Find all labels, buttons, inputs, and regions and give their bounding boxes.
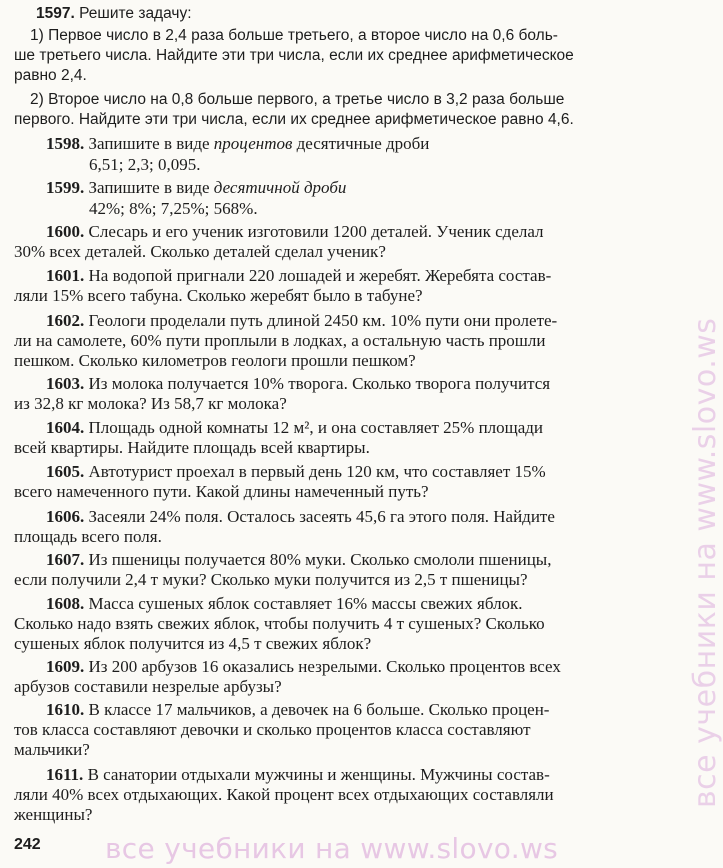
problem-line bbox=[14, 331, 545, 351]
problem-number: 1599. bbox=[46, 178, 85, 197]
problem-emphasis: процентов bbox=[213, 134, 293, 153]
problem-line bbox=[14, 438, 370, 458]
problem-line bbox=[46, 134, 429, 154]
problem-number: 1604. bbox=[46, 418, 85, 437]
problem-line bbox=[46, 594, 523, 614]
problem-text: Масса сушеных яблок составляет 16% массы свежих яблок. bbox=[88, 594, 523, 613]
problem-line bbox=[46, 765, 550, 785]
problem-number: 1609. bbox=[46, 657, 85, 676]
problem-text: Геологи проделали путь длиной 2450 км. 10% пути они пролете- bbox=[88, 311, 558, 330]
problem-line bbox=[46, 222, 544, 242]
watermark-bottom: все учебники на www.slovo.ws bbox=[105, 832, 559, 865]
problem-number: 1608. bbox=[46, 594, 85, 613]
problem-line bbox=[30, 90, 564, 110]
problem-text: Слесарь и его ученик изготовили 1200 деталей. Ученик сделал bbox=[88, 222, 544, 241]
problem-text: ли на самолете, 60% пути проплыли в лодках, а остальную часть прошли bbox=[14, 331, 546, 350]
problem-line bbox=[14, 634, 371, 654]
problem-line bbox=[14, 614, 545, 634]
problem-text: 6,51; 2,3; 0,095. bbox=[89, 155, 201, 174]
problem-text: Решите задачу: bbox=[79, 5, 192, 22]
problem-line bbox=[14, 740, 90, 760]
problem-text: первого. Найдите эти три числа, если их среднее арифметическое равно 4,6. bbox=[14, 111, 574, 128]
problem-emphasis: десятичной дроби bbox=[213, 178, 347, 197]
problem-number: 1611. bbox=[46, 765, 84, 784]
problem-line bbox=[14, 351, 416, 371]
problem-number: 1606. bbox=[46, 507, 85, 526]
problem-text: Запишите в виде bbox=[88, 178, 214, 197]
problem-line bbox=[14, 110, 574, 130]
problem-text: Площадь одной комнаты 12 м², и она составляет 25% площади bbox=[88, 418, 544, 437]
watermark-side: все учебники на www.slovo.ws bbox=[688, 317, 723, 808]
problem-text: всего намеченного пути. Какой длины намеченный путь? bbox=[14, 482, 429, 501]
problem-line bbox=[46, 507, 555, 527]
problem-line bbox=[46, 657, 561, 677]
problem-text: 2) Второе число на 0,8 больше первого, а третье число в 3,2 раза больше bbox=[30, 91, 565, 108]
problem-text: женщины? bbox=[14, 805, 93, 824]
problem-text: если получили 2,4 т муки? Сколько муки получится из 2,5 т пшеницы? bbox=[14, 570, 528, 589]
problem-line bbox=[14, 805, 92, 825]
problem-text: Из молока получается 10% творога. Сколько творога получится bbox=[88, 374, 551, 393]
problem-text: арбузов составили незрелые арбузы? bbox=[14, 677, 282, 696]
problem-text: Запишите в виде bbox=[88, 134, 214, 153]
problem-line bbox=[14, 527, 162, 547]
problem-number: 1602. bbox=[46, 311, 85, 330]
problem-line bbox=[36, 4, 192, 24]
problem-text: сушеных яблок получится из 4,5 т свежих яблок? bbox=[14, 634, 372, 653]
problem-number: 1598. bbox=[46, 134, 85, 153]
problem-text: ше третьего числа. Найдите эти три числа, если их среднее арифметическое bbox=[14, 47, 574, 64]
problem-text: всей квартиры. Найдите площадь всей квартиры. bbox=[14, 438, 370, 457]
problem-number: 1605. bbox=[46, 462, 85, 481]
problem-text: мальчики? bbox=[14, 740, 90, 759]
problem-line bbox=[46, 311, 557, 331]
problem-line bbox=[14, 66, 87, 86]
page-number: 242 bbox=[14, 836, 41, 853]
problem-text: ляли 15% всего табуна. Сколько жеребят было в табуне? bbox=[14, 286, 423, 305]
problem-line bbox=[46, 550, 551, 570]
problem-line bbox=[46, 700, 549, 720]
problem-line bbox=[30, 26, 558, 46]
problem-text: тов класса составляют девочки и сколько процентов класса составляют bbox=[14, 720, 531, 739]
problem-text: Из 200 арбузов 16 оказались незрелыми. Сколько процентов всех bbox=[88, 657, 561, 676]
problem-line bbox=[14, 785, 554, 805]
problem-text: пешком. Сколько километров геологи прошли пешком? bbox=[14, 351, 416, 370]
problem-line bbox=[14, 242, 386, 262]
problem-number: 1601. bbox=[46, 266, 85, 285]
problem-text: 30% всех деталей. Сколько деталей сделал ученик? bbox=[14, 242, 386, 261]
problem-line bbox=[46, 266, 551, 286]
problem-text: 42%; 8%; 7,25%; 568%. bbox=[89, 199, 258, 218]
problem-line bbox=[14, 570, 528, 590]
problem-text: из 32,8 кг молока? Из 58,7 кг молока? bbox=[14, 394, 287, 413]
problem-text: В классе 17 мальчиков, а девочек на 6 больше. Сколько процен- bbox=[88, 700, 550, 719]
problem-line bbox=[14, 720, 531, 740]
problem-line bbox=[89, 199, 258, 219]
problem-line bbox=[14, 46, 574, 66]
problem-text: Засеяли 24% поля. Осталось засеять 45,6 га этого поля. Найдите bbox=[88, 507, 555, 526]
problem-text: равно 2,4. bbox=[14, 67, 87, 84]
problem-text: 1) Первое число в 2,4 раза больше третьего, а второе число на 0,6 боль- bbox=[30, 27, 558, 44]
problem-line bbox=[89, 155, 200, 175]
problem-number: 1597. bbox=[36, 5, 75, 22]
problem-line bbox=[14, 482, 429, 502]
problem-line bbox=[14, 677, 282, 697]
problem-line bbox=[14, 394, 287, 414]
problem-line bbox=[46, 462, 546, 482]
problem-text: площадь всего поля. bbox=[14, 527, 162, 546]
problem-text: В санатории отдыхали мужчины и женщины. Мужчины состав- bbox=[87, 765, 550, 784]
problem-text: Сколько надо взять свежих яблок, чтобы получить 4 т сушеных? Сколько bbox=[14, 614, 545, 633]
problem-text: Автотурист проехал в первый день 120 км, что составляет 15% bbox=[88, 462, 546, 481]
problem-number: 1603. bbox=[46, 374, 85, 393]
problem-line bbox=[46, 178, 346, 198]
problem-line bbox=[46, 418, 543, 438]
problem-text: На водопой пригнали 220 лошадей и жеребят. Жеребята состав- bbox=[88, 266, 552, 285]
problem-number: 1607. bbox=[46, 550, 85, 569]
problem-text: Из пшеницы получается 80% муки. Сколько смололи пшеницы, bbox=[88, 550, 552, 569]
problem-line bbox=[14, 286, 423, 306]
problem-number: 1610. bbox=[46, 700, 85, 719]
problem-text: десятичные дроби bbox=[292, 134, 430, 153]
problem-text: ляли 40% всех отдыхающих. Какой процент всех отдыхающих составляли bbox=[14, 785, 554, 804]
problem-number: 1600. bbox=[46, 222, 85, 241]
problem-line bbox=[46, 374, 550, 394]
